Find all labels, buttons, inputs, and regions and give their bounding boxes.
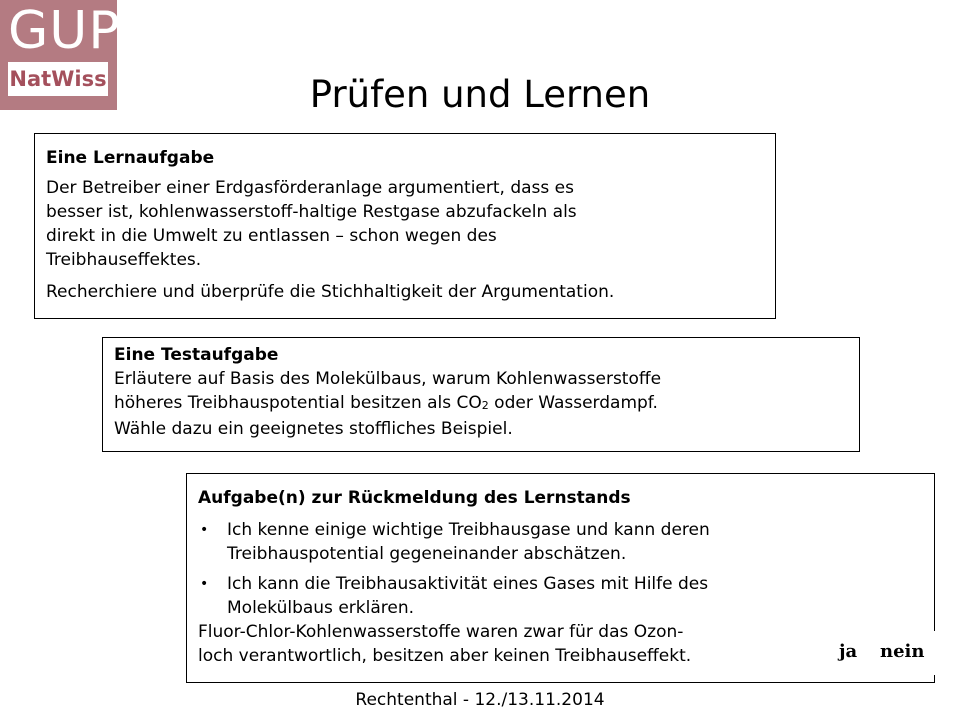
rueckmeldung-heading: Aufgabe(n) zur Rückmeldung des Lernstands	[198, 488, 631, 508]
yes-option[interactable]: ja	[839, 641, 858, 662]
co2-subscript: 2	[481, 399, 489, 412]
rueckmeldung-bullet	[198, 572, 934, 620]
footer-text: Rechtenthal - 12./13.11.2014	[355, 690, 605, 710]
statement-line: Fluor-Chlor-Kohlenwasserstoffe waren zwar für das Ozon-	[198, 622, 684, 642]
rueckmeldung-bullet	[198, 518, 934, 566]
no-option[interactable]: nein	[880, 641, 925, 662]
page-title: Prüfen und Lernen	[309, 73, 651, 116]
testaufgabe-heading: Eine Testaufgabe	[114, 345, 279, 365]
lernaufgabe-heading: Eine Lernaufgabe	[46, 148, 215, 168]
bullet-line: Treibhauspotential gegeneinander abschätzen.	[227, 544, 627, 564]
lernaufgabe-line: besser ist, kohlenwasserstoff-haltige Restgase abzufackeln als	[46, 202, 577, 222]
logo-gup-text: GUP	[8, 1, 121, 61]
logo-natwiss-text: NatWiss	[8, 62, 108, 96]
testaufgabe-line: Erläutere auf Basis des Molekülbaus, warum Kohlenwasserstoffe	[114, 369, 662, 389]
lernaufgabe-line: direkt in die Umwelt zu entlassen – schon wegen des	[46, 226, 497, 246]
bullet-line: Ich kenne einige wichtige Treibhausgase und kann deren	[227, 520, 710, 540]
lernaufgabe-line: Der Betreiber einer Erdgasförderanlage argumentiert, dass es	[46, 178, 574, 198]
testaufgabe-box	[102, 337, 860, 452]
yes-no-choice	[831, 631, 935, 675]
testaufgabe-line: Wähle dazu ein geeignetes stoffliches Beispiel.	[114, 419, 513, 439]
statement-line: loch verantwortlich, besitzen aber keinen Treibhauseffekt.	[198, 646, 692, 666]
testaufgabe-line2-pre: höheres Treibhauspotential besitzen als CO	[114, 393, 482, 413]
bullet-line: Ich kann die Treibhausaktivität eines Gases mit Hilfe des	[227, 574, 709, 594]
testaufgabe-line2-post: oder Wasserdampf.	[488, 393, 658, 413]
testaufgabe-line	[114, 391, 859, 417]
rueckmeldung-box	[186, 473, 935, 683]
rueckmeldung-statement	[198, 620, 934, 668]
bullet-icon: •	[200, 522, 209, 538]
bullet-line: Molekülbaus erklären.	[227, 598, 414, 618]
lernaufgabe-box	[34, 133, 776, 319]
bullet-icon: •	[200, 576, 209, 592]
lernaufgabe-instruction: Recherchiere und überprüfe die Stichhaltigkeit der Argumentation.	[46, 282, 615, 302]
lernaufgabe-line: Treibhauseffektes.	[46, 250, 202, 270]
lernaufgabe-text	[46, 176, 775, 272]
